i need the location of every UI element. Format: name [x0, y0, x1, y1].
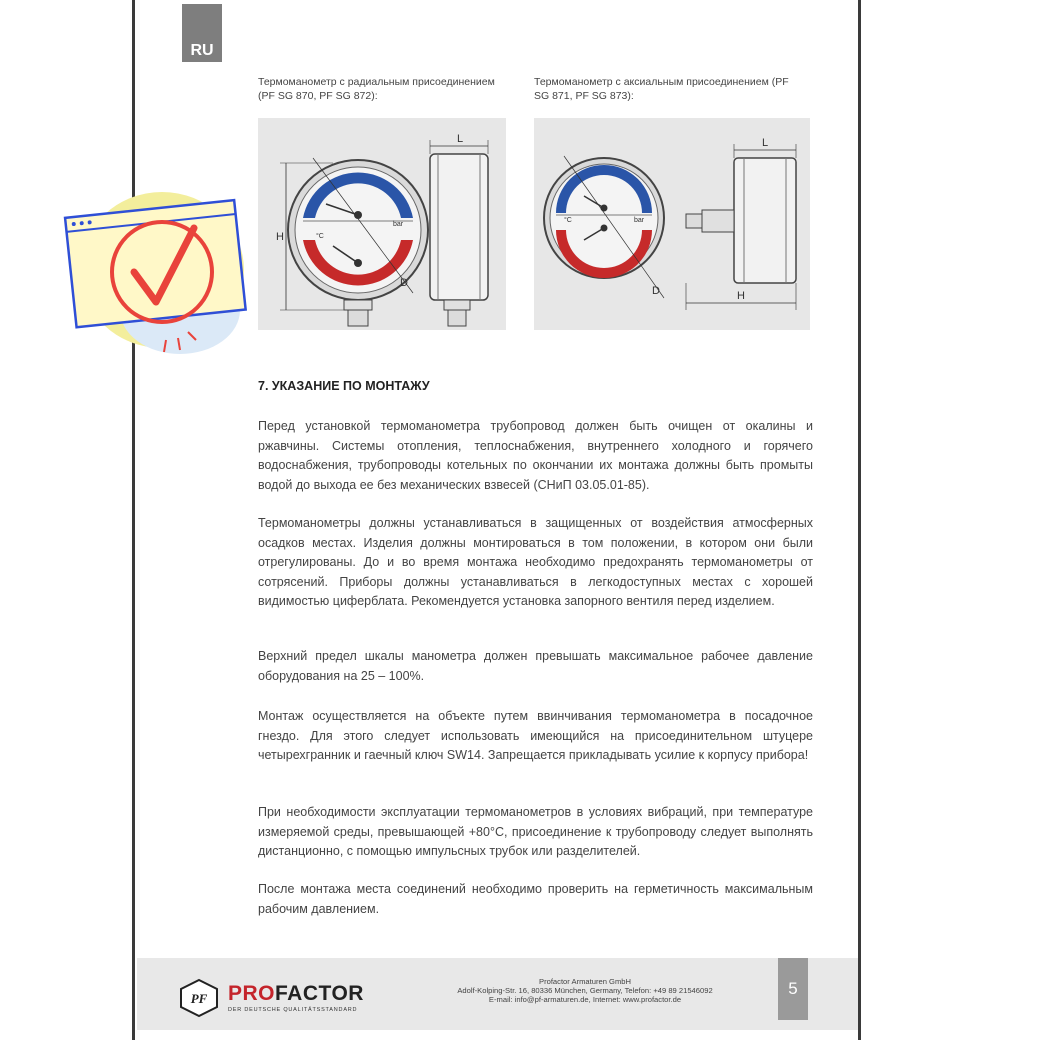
company-address: Adolf-Kolping-Str. 16, 80336 München, Germany, Telefon: +49 89 21546092: [457, 986, 713, 995]
celsius-label-axial: °C: [564, 217, 572, 224]
right-border-line: [858, 0, 861, 1040]
axial-gauge-figure: [534, 118, 810, 330]
page-number: 5: [778, 958, 808, 1020]
dim-l-label-axial: L: [762, 137, 769, 149]
axial-caption: Термоманометр с аксиальным присоединением (PF SG 871, PF SG 873):: [534, 76, 789, 102]
section-title: 7. УКАЗАНИЕ ПО МОНТАЖУ: [258, 379, 430, 393]
paragraph-6: После монтажа места соединений необходимо проверить на герметичность максимальным рабочим давлением.: [258, 882, 813, 916]
brand-factor: FACTOR: [275, 982, 364, 1005]
dim-h-label: H: [276, 231, 284, 243]
pf-logo-icon: [178, 978, 220, 1018]
dim-l-label: L: [457, 133, 464, 145]
paragraph-1: Перед установкой термоманометра трубопровод должен быть очищен от окалины и ржавчины. Системы отопления, теплоснабжения, внутреннего холодного и горячего водоснабжения, трубопроводы котельных по окончании их монтажа должны быть промыты водой до выхода ее без механических взвесей (СНиП 03.05.01-85).: [258, 419, 813, 492]
company-contacts: E-mail: info@pf-armaturen.de, Internet: www.profactor.de: [488, 995, 682, 1004]
language-tab: RU: [182, 4, 222, 62]
paragraph-3: Верхний предел шкалы манометра должен превышать максимальное рабочее давление оборудования на 25 – 100%.: [258, 649, 813, 683]
logo-pf-text: PF: [190, 991, 208, 1006]
brand-tagline: DER DEUTSCHE QUALITÄTSSTANDARD: [228, 1007, 358, 1013]
checkmark-window-icon: [62, 180, 252, 370]
radial-gauge-figure: [258, 118, 506, 330]
paragraph-2: Термоманометры должны устанавливаться в защищенных от воздействия атмосферных осадков местах. Изделия должны монтироваться в том положении, в котором они были отрегулированы. До и во время монтажа необходимо предохранять термоманометры от сотрясений. Приборы должны устанавливаться в легкодоступных местах с хорошей видимостью циферблата. Рекомендуется установка запорного вентиля перед изделием.: [258, 516, 813, 608]
radial-caption: Термоманометр с радиальным присоединением (PF SG 870, PF SG 872):: [258, 76, 495, 102]
dim-h-label-axial: H: [737, 290, 745, 302]
dim-d-label: D: [400, 277, 408, 289]
brand-pro: PRO: [228, 982, 276, 1005]
dim-d-label-axial: D: [652, 285, 660, 297]
bar-label: bar: [393, 221, 404, 228]
axial-gauge-drawing: [534, 118, 810, 330]
celsius-label: °C: [316, 233, 324, 240]
radial-gauge-drawing: [258, 118, 506, 330]
brand-logo: [228, 982, 364, 1006]
bar-label-axial: bar: [634, 217, 645, 224]
paragraph-5: При необходимости эксплуатации термоманометров в условиях вибраций, при температуре измеряемой среды, превышающей +80°С, присоединение к трубопроводу следует выполнять дистанционно, с помощью импульсных трубок или разделителей.: [258, 805, 813, 858]
paragraph-4: Монтаж осуществляется на объекте путем ввинчивания термоманометра в посадочное гнездо. Для этого следует использовать имеющийся на присоединительном штуцере четырехгранник и гаечный ключ SW14. Запрещается прикладывать усилие к корпусу прибора!: [258, 709, 813, 762]
company-name: Profactor Armaturen GmbH: [539, 977, 631, 986]
company-info: [420, 977, 750, 1004]
